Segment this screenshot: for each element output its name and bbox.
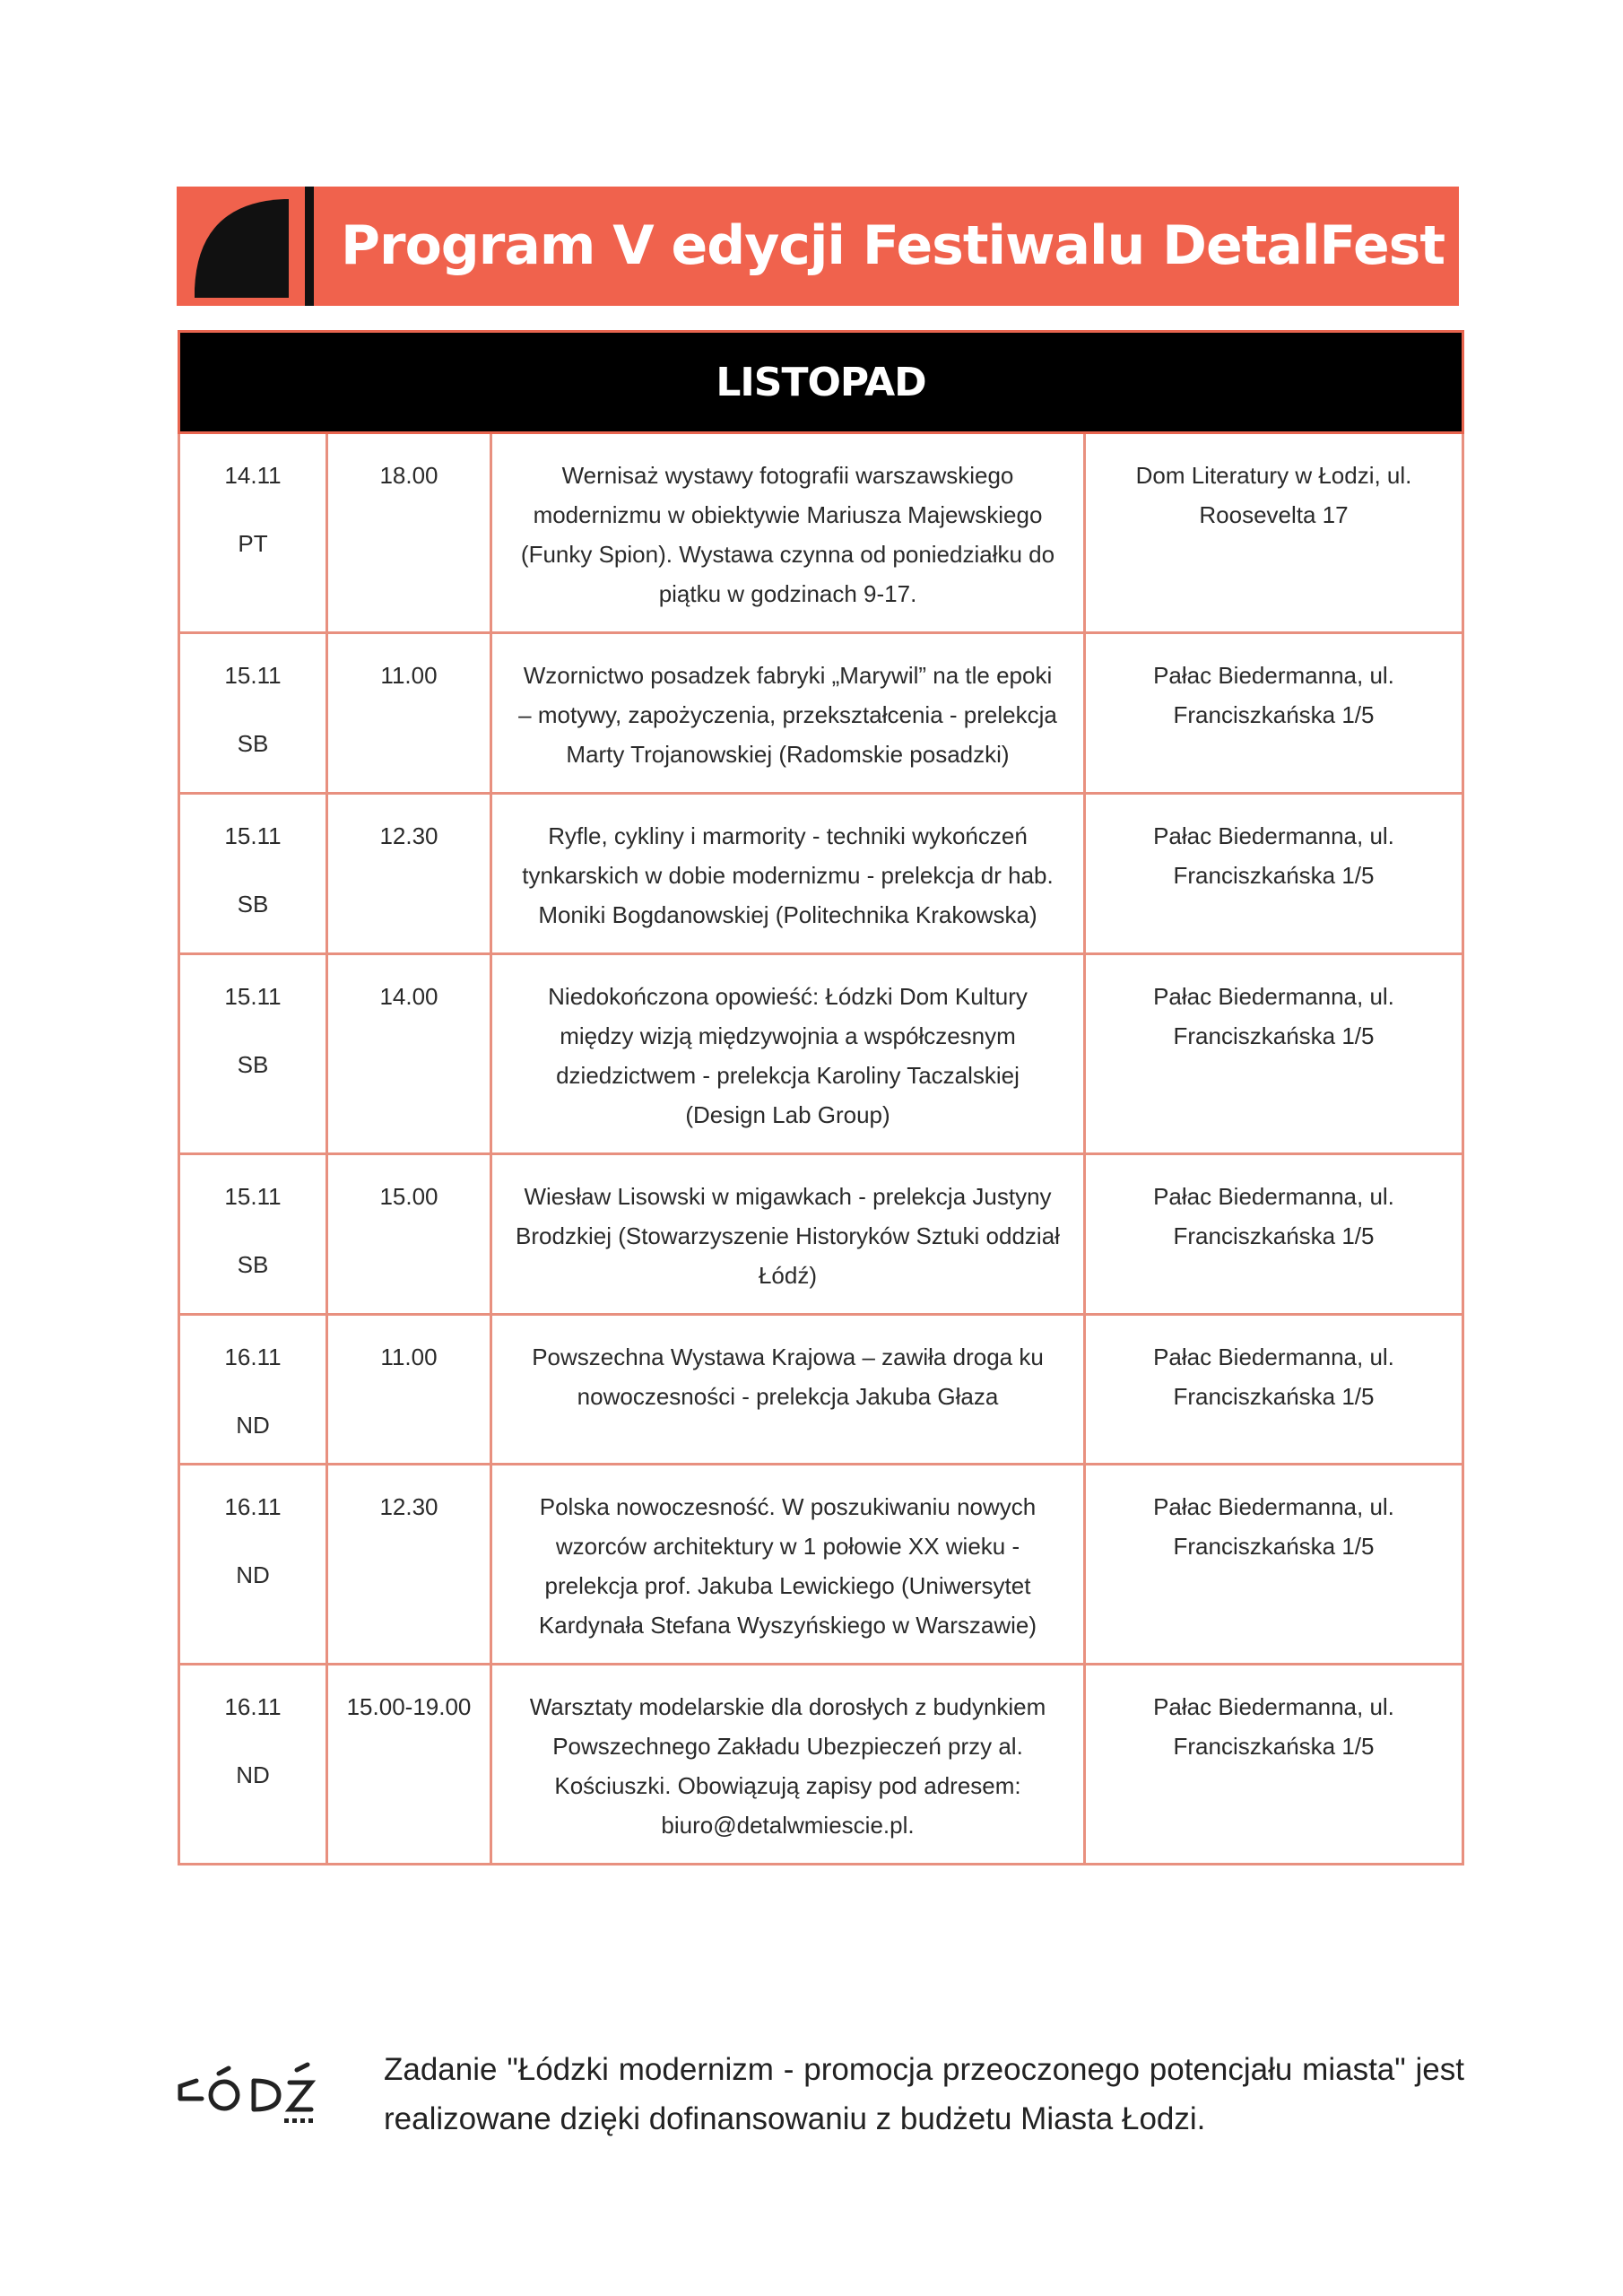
month-header-row [179,332,1463,433]
event-date: 16.11 [224,1344,282,1370]
event-time: 18.00 [327,433,491,633]
schedule-row [179,1154,1463,1315]
event-location: Pałac Biedermanna, ul. Franciszkańska 1/5 [1085,1315,1463,1465]
event-weekday: PT [238,530,268,557]
event-location: Pałac Biedermanna, ul. Franciszkańska 1/5 [1085,1154,1463,1315]
event-description: Polska nowoczesność. W poszukiwaniu nowych wzorców architektury w 1 połowie XX wieku - prelekcja prof. Jakuba Lewickiego (Uniwersytet Kardynała Stefana Wyszyńskiego w Warszawie) [491,1465,1085,1665]
event-weekday: SB [237,891,269,918]
event-date: 15.11 [224,983,282,1010]
event-description: Warsztaty modelarskie dla dorosłych z budynkiem Powszechnego Zakładu Ubezpieczeń przy al. Kościuszki. Obowiązują zapisy pod adresem: biuro@detalwmiescie.pl. [491,1665,1085,1865]
schedule-row [179,1315,1463,1465]
event-time: 14.00 [327,954,491,1154]
event-description: Wiesław Lisowski w migawkach - prelekcja Justyny Brodzkiej (Stowarzyszenie Historyków Sztuki oddział Łódź) [491,1154,1085,1315]
event-weekday: SB [237,730,269,757]
date-cell [179,1154,327,1315]
schedule-row [179,954,1463,1154]
schedule-table [178,330,1464,1866]
event-location: Pałac Biedermanna, ul. Franciszkańska 1/5 [1085,1665,1463,1865]
event-location: Pałac Biedermanna, ul. Franciszkańska 1/5 [1085,1465,1463,1665]
event-date: 14.11 [224,462,282,489]
event-date: 15.11 [224,662,282,689]
schedule-row [179,794,1463,954]
schedule-rows [179,433,1463,1865]
event-time: 15.00 [327,1154,491,1315]
date-cell [179,1465,327,1665]
event-date: 15.11 [224,1183,282,1210]
schedule-row [179,433,1463,633]
event-description: Niedokończona opowieść: Łódzki Dom Kultury między wizją międzywojnia a współczesnym dziedzictwem - prelekcja Karoliny Taczalskiej (Design Lab Group) [491,954,1085,1154]
event-weekday: SB [237,1051,269,1078]
event-location: Dom Literatury w Łodzi, ul. Roosevelta 17 [1085,433,1463,633]
title-banner [177,187,1459,306]
event-weekday: ND [236,1561,270,1588]
schedule-table-container [178,330,1462,1866]
schedule-row [179,1465,1463,1665]
lodz-city-logo-icon [175,2054,318,2135]
schedule-row [179,633,1463,794]
event-time: 12.30 [327,794,491,954]
event-date: 16.11 [224,1493,282,1520]
event-description: Wernisaż wystawy fotografii warszawskiego modernizmu w obiektywie Mariusza Majewskiego (Funky Spion). Wystawa czynna od poniedziałku do piątku w godzinach 9-17. [491,433,1085,633]
event-location: Pałac Biedermanna, ul. Franciszkańska 1/5 [1085,954,1463,1154]
event-weekday: ND [236,1761,270,1788]
event-time: 12.30 [327,1465,491,1665]
event-weekday: SB [237,1251,269,1278]
event-date: 15.11 [224,822,282,849]
date-cell [179,1665,327,1865]
event-description: Powszechna Wystawa Krajowa – zawiła droga ku nowoczesności - prelekcja Jakuba Głaza [491,1315,1085,1465]
quarter-circle-logo-icon [195,199,289,298]
funding-note: Zadanie "Łódzki modernizm - promocja przeoczonego potencjału miasta" jest realizowane dzięki dofinansowaniu z budżetu Miasta Łodzi. [384,2052,1464,2136]
schedule-row [179,1665,1463,1865]
event-time: 11.00 [327,1315,491,1465]
date-cell [179,954,327,1154]
event-weekday: ND [236,1412,270,1439]
date-cell [179,433,327,633]
event-time: 11.00 [327,633,491,794]
event-description: Wzornictwo posadzek fabryki „Marywil” na tle epoki – motywy, zapożyczenia, przekształcenia - prelekcja Marty Trojanowskiej (Radomskie posadzki) [491,633,1085,794]
title-divider-bar [305,187,314,306]
event-description: Ryfle, cykliny i marmority - techniki wykończeń tynkarskich w dobie modernizmu - prelekcja dr hab. Moniki Bogdanowskiej (Politechnika Krakowska) [491,794,1085,954]
date-cell [179,1315,327,1465]
event-date: 16.11 [224,1693,282,1720]
date-cell [179,633,327,794]
page-title: Program V edycji Festiwalu DetalFest [341,214,1445,277]
month-header: LISTOPAD [179,332,1463,433]
event-time: 15.00-19.00 [327,1665,491,1865]
event-location: Pałac Biedermanna, ul. Franciszkańska 1/5 [1085,633,1463,794]
event-location: Pałac Biedermanna, ul. Franciszkańska 1/5 [1085,794,1463,954]
date-cell [179,794,327,954]
